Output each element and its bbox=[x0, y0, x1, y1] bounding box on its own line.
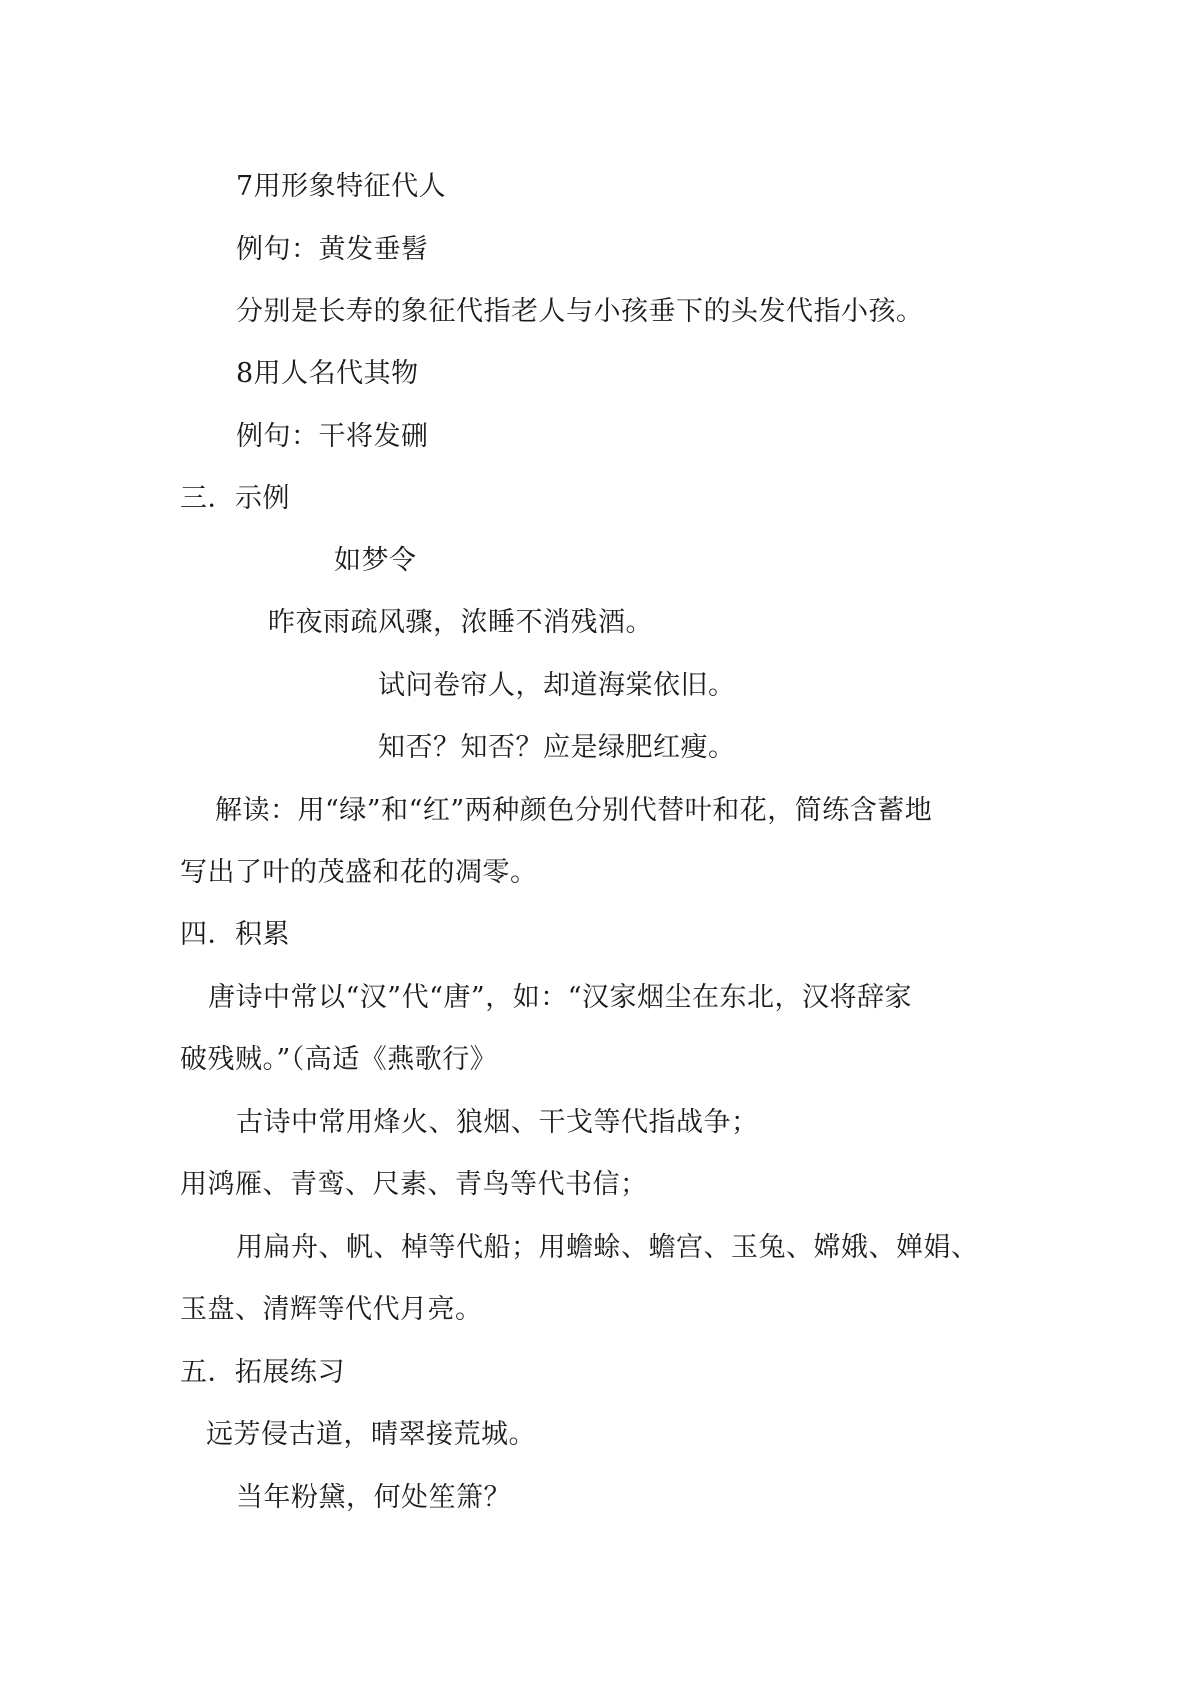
paragraph-line: 玉盘、清辉等代代月亮。 bbox=[180, 1294, 483, 1325]
interpretation-line: 解读：用“绿”和“红”两种颜色分别代替叶和花，简练含蓄地 bbox=[215, 795, 933, 826]
section-item-8-heading: 8用人名代其物 bbox=[236, 358, 419, 389]
section-heading-accumulation: 四．积累 bbox=[180, 919, 290, 950]
paragraph-line: 古诗中常用烽火、狼烟、干戈等代指战争； bbox=[236, 1107, 759, 1138]
example-line: 例句：黄发垂髫 bbox=[236, 234, 429, 265]
interpretation-line: 写出了叶的茂盛和花的凋零。 bbox=[180, 857, 538, 888]
section-heading-examples: 三．示例 bbox=[180, 483, 290, 514]
section-item-7-heading: 7用形象特征代人 bbox=[236, 171, 447, 202]
poem-title: 如梦令 bbox=[334, 545, 417, 576]
poem-line: 当年粉黛，何处笙箫？ bbox=[236, 1482, 511, 1513]
paragraph-line: 用扁舟、帆、棹等代船；用蟾蜍、蟾宫、玉兔、嫦娥、婵娟、 bbox=[236, 1232, 979, 1263]
paragraph-line: 用鸿雁、青鸾、尺素、青鸟等代书信； bbox=[180, 1169, 648, 1200]
poem-line: 试问卷帘人，却道海棠依旧。 bbox=[378, 670, 736, 701]
poem-line: 远芳侵古道，晴翠接荒城。 bbox=[206, 1419, 536, 1450]
poem-line: 知否？知否？应是绿肥红瘦。 bbox=[378, 732, 736, 763]
explanation-line: 分别是长寿的象征代指老人与小孩垂下的头发代指小孩。 bbox=[236, 296, 924, 327]
paragraph-line: 破残贼。”（高适《燕歌行》 bbox=[180, 1044, 498, 1075]
section-heading-extension-practice: 五．拓展练习 bbox=[180, 1357, 345, 1388]
poem-line: 昨夜雨疏风骤，浓睡不消残酒。 bbox=[268, 607, 653, 638]
example-line: 例句：干将发硎 bbox=[236, 421, 429, 452]
paragraph-line: 唐诗中常以“汉”代“唐”，如：“汉家烟尘在东北，汉将辞家 bbox=[208, 982, 913, 1013]
